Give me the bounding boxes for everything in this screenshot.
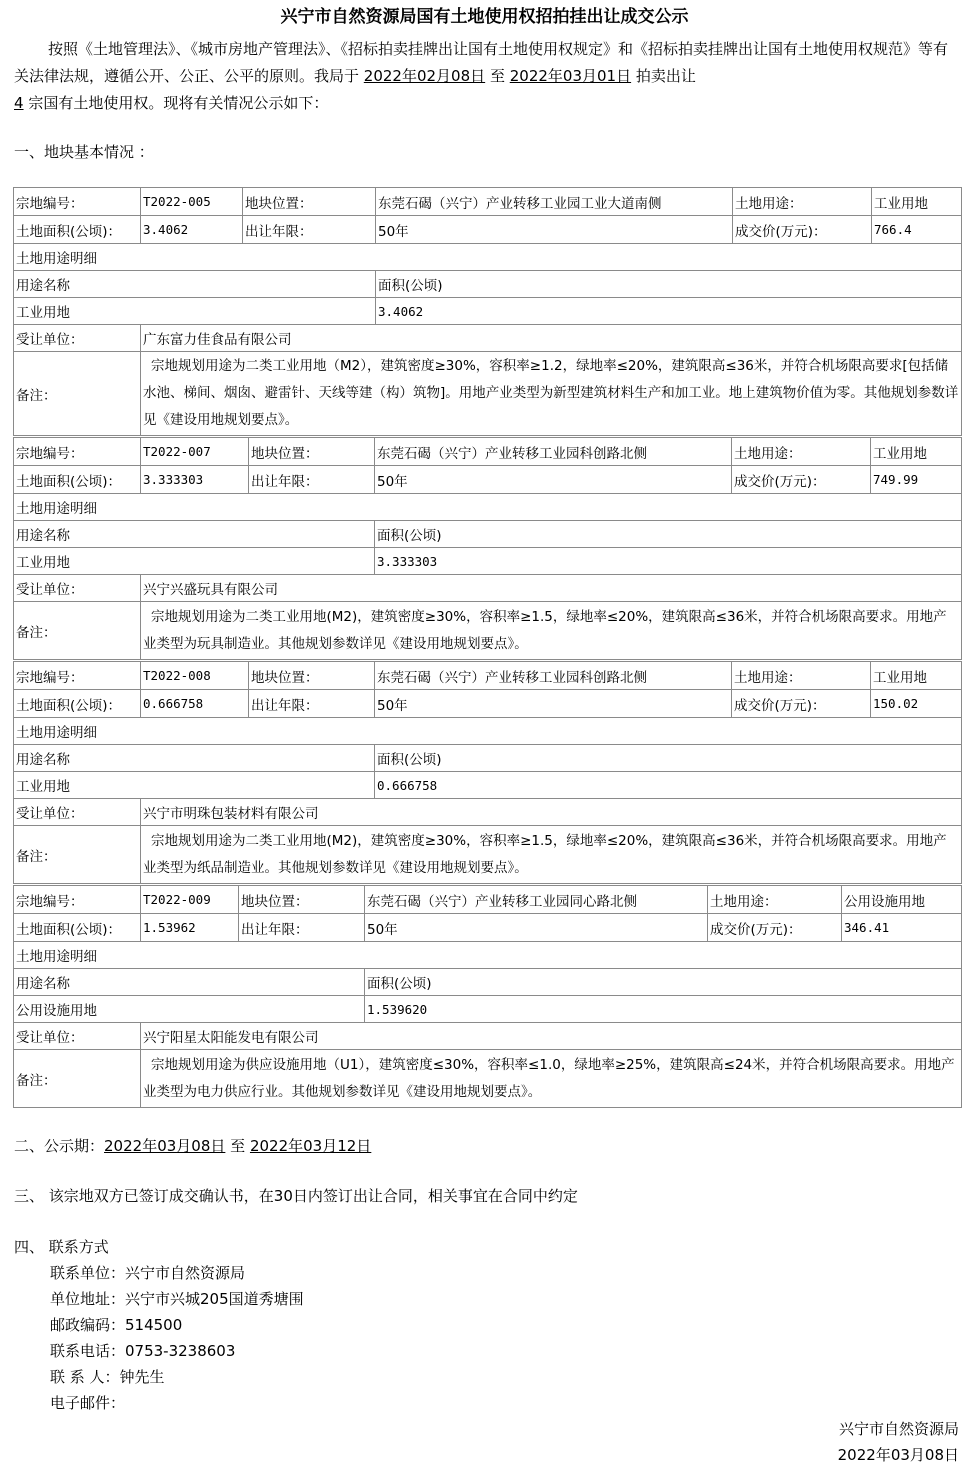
land-use-label: 土地用途： <box>732 438 871 466</box>
use-detail-header <box>14 521 962 548</box>
parcel-no-label: 宗地编号： <box>14 188 141 216</box>
contact-postcode: 邮政编码：514500 <box>50 1316 183 1334</box>
price: 766.4 <box>872 216 962 244</box>
location: 东莞石碣（兴宁）产业转移工业园科创路北侧 <box>375 438 732 466</box>
section-4-heading: 四、 联系方式 <box>14 1238 109 1256</box>
transferee-row <box>14 575 962 602</box>
area: 3.333303 <box>141 466 249 494</box>
parcel-row-2 <box>14 690 962 718</box>
price: 346.41 <box>842 914 962 942</box>
location: 东莞石碣（兴宁）产业转移工业园科创路北侧 <box>375 662 732 690</box>
land-use: 工业用地 <box>871 438 962 466</box>
use-area-header: 面积(公顷) <box>376 271 962 298</box>
remark-row <box>14 1050 962 1108</box>
price-label: 成交价(万元)： <box>733 216 872 244</box>
transferee-label: 受让单位： <box>14 575 141 602</box>
contact-phone: 联系电话：0753-3238603 <box>50 1342 236 1360</box>
area: 3.4062 <box>141 216 243 244</box>
use-area: 0.666758 <box>375 772 962 799</box>
price-label: 成交价(万元)： <box>708 914 842 942</box>
use-area: 3.333303 <box>375 548 962 575</box>
notice-between: 至 <box>230 1137 246 1155</box>
location-label: 地块位置： <box>249 662 375 690</box>
transferee: 兴宁阳星太阳能发电有限公司 <box>141 1023 962 1050</box>
location: 东莞石碣（兴宁）产业转移工业园工业大道南侧 <box>376 188 733 216</box>
signature-date: 2022年03月08日 <box>837 1446 959 1464</box>
use-detail-row <box>14 494 962 521</box>
intro-between: 至 <box>489 67 505 85</box>
term-label: 出让年限： <box>249 466 375 494</box>
transferee: 兴宁兴盛玩具有限公司 <box>141 575 962 602</box>
transferee: 兴宁市明珠包装材料有限公司 <box>141 799 962 826</box>
parcel-no: T2022-007 <box>141 438 249 466</box>
page-title: 兴宁市自然资源局国有土地使用权招拍挂出让成交公示 <box>280 7 689 27</box>
intro-text-before: 按照《土地管理法》、《城市房地产管理法》、《招标拍卖挂牌出让国有土地使用权规定》和《招标拍卖挂牌出让国有土地使用权规范》等有关法律法规，遵循公开、公正、公平的原则。我局于 <box>14 40 949 85</box>
section-3-text: 三、 该宗地双方已签订成交确认书，在30日内签订出让合同，相关事宜在合同中约定 <box>14 1187 578 1205</box>
intro-text-mid: 拍卖出让 <box>635 67 696 85</box>
transferee-row <box>14 799 962 826</box>
parcel-row-2 <box>14 466 962 494</box>
section-2-heading <box>14 1135 371 1157</box>
use-area-header: 面积(公顷) <box>375 745 962 772</box>
use-detail-header <box>14 271 962 298</box>
area-label: 土地面积(公顷)： <box>14 466 141 494</box>
use-detail-row <box>14 244 962 271</box>
intro-date-from: 2022年02月08日 <box>363 67 486 85</box>
section-1-heading: 一、地块基本情况 ： <box>14 143 154 161</box>
remark-row <box>14 826 962 884</box>
parcel-no: T2022-005 <box>141 188 243 216</box>
use-detail-header <box>14 969 962 996</box>
use-name-header: 用途名称 <box>14 745 375 772</box>
use-name-header: 用途名称 <box>14 969 365 996</box>
area: 0.666758 <box>141 690 249 718</box>
location-label: 地块位置： <box>243 188 376 216</box>
land-use-label: 土地用途： <box>708 886 842 914</box>
price-label: 成交价(万元)： <box>732 690 871 718</box>
use-detail-heading: 土地用途明细 <box>14 244 962 271</box>
parcel-no-label: 宗地编号： <box>14 662 141 690</box>
use-name: 公用设施用地 <box>14 996 365 1023</box>
intro-text-after: 宗国有土地使用权。现将有关情况公示如下： <box>28 94 329 112</box>
remark-text: 宗地规划用途为二类工业用地（M2），建筑密度≥30%，容积率≥1.2，绿地率≤20%，建筑限高≤36米，并符合机场限高要求[包括储水池、梯间、烟囱、避雷针、天线等建（构）筑物]。用地产业类型为新型建筑材料生产和加工业。地上建筑物价值为零。其他规划参数详见《建设用地规划要点》。 <box>143 358 959 428</box>
price: 150.02 <box>871 690 962 718</box>
term: 50年 <box>375 466 732 494</box>
use-name-header: 用途名称 <box>14 521 375 548</box>
transferee: 广东富力佳食品有限公司 <box>141 325 962 352</box>
use-detail-heading: 土地用途明细 <box>14 942 962 969</box>
notice-date-from: 2022年03月08日 <box>104 1137 226 1155</box>
use-detail-header <box>14 745 962 772</box>
land-use: 公用设施用地 <box>842 886 962 914</box>
transferee-row <box>14 1023 962 1050</box>
transferee-label: 受让单位： <box>14 799 141 826</box>
section-2-label: 二、公示期： <box>14 1137 105 1155</box>
parcel-table <box>13 187 962 436</box>
parcel-table <box>13 885 962 1108</box>
parcel-no-label: 宗地编号： <box>14 438 141 466</box>
location: 东莞石碣（兴宁）产业转移工业园同心路北侧 <box>365 886 708 914</box>
remark-text: 宗地规划用途为二类工业用地(M2)，建筑密度≥30%，容积率≥1.5，绿地率≤20%，建筑限高≤36米，并符合机场限高要求。用地产业类型为纸品制造业。其他规划参数详见《建设用地规划要点》。 <box>143 832 947 876</box>
use-name: 工业用地 <box>14 548 375 575</box>
parcel-row-2 <box>14 216 962 244</box>
parcel-no-label: 宗地编号： <box>14 886 141 914</box>
transferee-row <box>14 325 962 352</box>
price: 749.99 <box>871 466 962 494</box>
remark-label: 备注： <box>14 1050 141 1108</box>
area-label: 土地面积(公顷)： <box>14 690 141 718</box>
use-area-header: 面积(公顷) <box>365 969 962 996</box>
parcel-row-2 <box>14 914 962 942</box>
parcel-no: T2022-008 <box>141 662 249 690</box>
contact-unit: 联系单位：兴宁市自然资源局 <box>50 1264 246 1282</box>
term: 50年 <box>376 216 733 244</box>
term-label: 出让年限： <box>243 216 376 244</box>
remark <box>141 602 962 660</box>
term-label: 出让年限： <box>239 914 365 942</box>
use-detail-heading: 土地用途明细 <box>14 718 962 745</box>
land-use-label: 土地用途： <box>733 188 872 216</box>
parcel-table <box>13 661 962 884</box>
transferee-label: 受让单位： <box>14 1023 141 1050</box>
use-detail-data <box>14 548 962 575</box>
price-label: 成交价(万元)： <box>732 466 871 494</box>
intro-count: 4 <box>14 94 24 112</box>
intro-paragraph <box>14 36 962 117</box>
remark-text: 宗地规划用途为供应设施用地（U1），建筑密度≤30%，容积率≤1.0，绿地率≥25%，建筑限高≤24米，并符合机场限高要求。用地产业类型为电力供应行业。其他规划参数详见《建设用地规划要点》。 <box>143 1056 955 1100</box>
parcel-table <box>13 437 962 660</box>
transferee-label: 受让单位： <box>14 325 141 352</box>
use-name: 工业用地 <box>14 772 375 799</box>
use-area: 3.4062 <box>376 298 962 325</box>
remark-row <box>14 352 962 436</box>
use-area: 1.539620 <box>365 996 962 1023</box>
contact-email: 电子邮件： <box>50 1394 126 1412</box>
land-use: 工业用地 <box>872 188 962 216</box>
use-detail-data <box>14 772 962 799</box>
location-label: 地块位置： <box>249 438 375 466</box>
use-detail-data <box>14 996 962 1023</box>
remark-label: 备注： <box>14 826 141 884</box>
remark-text: 宗地规划用途为二类工业用地(M2)，建筑密度≥30%，容积率≥1.5，绿地率≤20%，建筑限高≤36米，并符合机场限高要求。用地产业类型为玩具制造业。其他规划参数详见《建设用地规划要点》。 <box>143 608 947 652</box>
notice-date-to: 2022年03月12日 <box>249 1137 372 1155</box>
remark-row <box>14 602 962 660</box>
term: 50年 <box>365 914 708 942</box>
remark-label: 备注： <box>14 352 141 436</box>
contact-address: 单位地址：兴宁市兴城205国道秀塘围 <box>50 1290 304 1308</box>
use-name-header: 用途名称 <box>14 271 376 298</box>
remark <box>141 1050 962 1108</box>
remark <box>141 352 962 436</box>
term-label: 出让年限： <box>249 690 375 718</box>
location-label: 地块位置： <box>239 886 365 914</box>
use-area-header: 面积(公顷) <box>375 521 962 548</box>
signature-org: 兴宁市自然资源局 <box>838 1420 959 1438</box>
parcel-no: T2022-009 <box>141 886 239 914</box>
use-detail-heading: 土地用途明细 <box>14 494 962 521</box>
parcel-row-1 <box>14 188 962 216</box>
remark <box>141 826 962 884</box>
intro-date-to: 2022年03月01日 <box>509 67 632 85</box>
area-label: 土地面积(公顷)： <box>14 914 141 942</box>
use-detail-row <box>14 718 962 745</box>
area: 1.53962 <box>141 914 239 942</box>
remark-label: 备注： <box>14 602 141 660</box>
term: 50年 <box>375 690 732 718</box>
land-use: 工业用地 <box>871 662 962 690</box>
use-name: 工业用地 <box>14 298 376 325</box>
contact-person: 联 系 人：钟先生 <box>50 1368 165 1386</box>
area-label: 土地面积(公顷)： <box>14 216 141 244</box>
land-use-label: 土地用途： <box>732 662 871 690</box>
parcel-row-1 <box>14 662 962 690</box>
parcel-row-1 <box>14 438 962 466</box>
parcel-row-1 <box>14 886 962 914</box>
use-detail-data <box>14 298 962 325</box>
use-detail-row <box>14 942 962 969</box>
